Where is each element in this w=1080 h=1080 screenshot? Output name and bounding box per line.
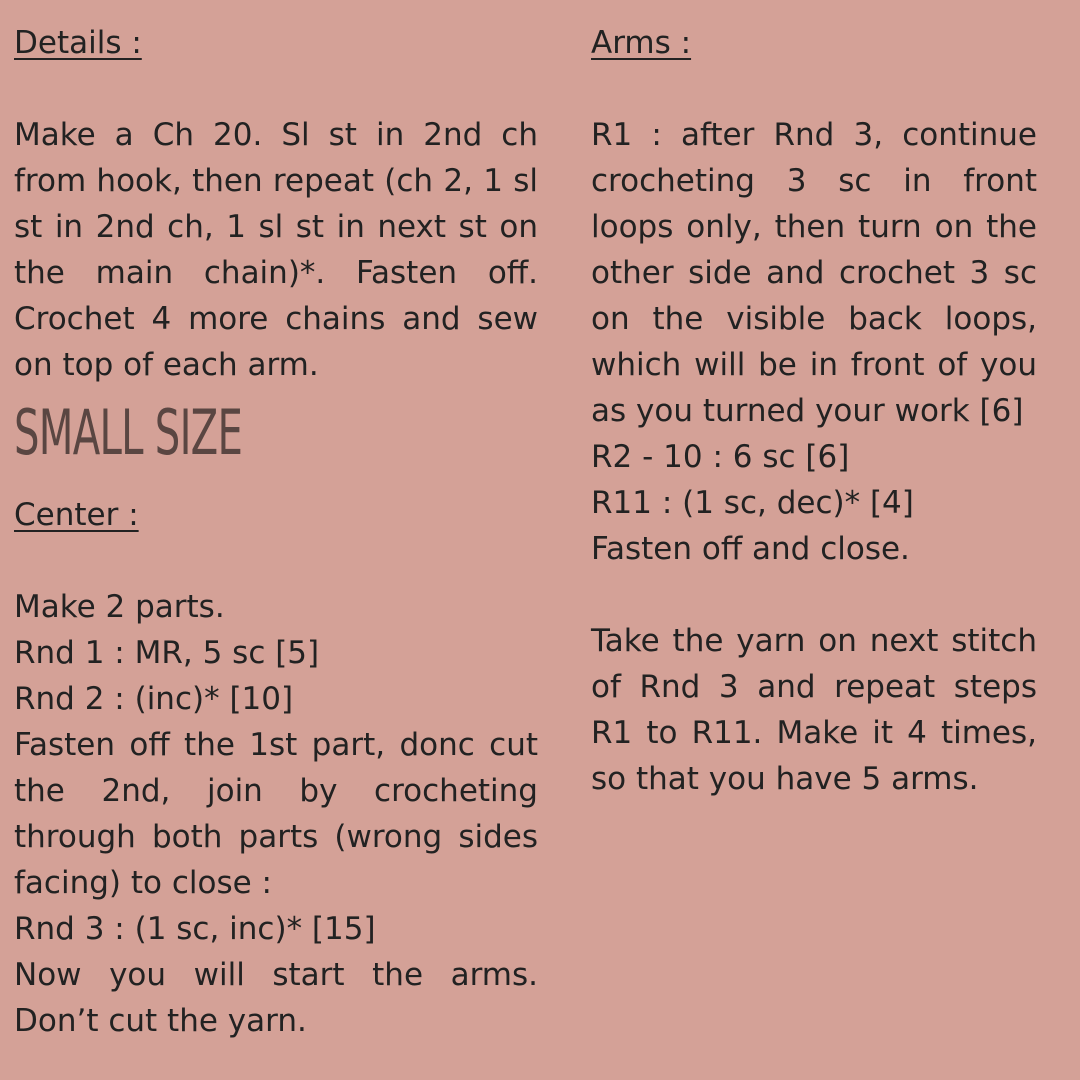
- center-paragraph-2: Now you will start the arms. Don’t cut the yarn.: [14, 957, 538, 1039]
- center-line-1: Make 2 parts.: [14, 589, 225, 625]
- spacer: [591, 572, 1037, 618]
- arms-line-3: Fasten off and close.: [591, 531, 910, 567]
- center-line-4: Rnd 3 : (1 sc, inc)* [15]: [14, 911, 376, 947]
- center-line-3: Rnd 2 : (inc)* [10]: [14, 681, 294, 717]
- left-column: [14, 20, 538, 1044]
- spacer: [591, 66, 1037, 112]
- arms-line-1: R2 - 10 : 6 sc [6]: [591, 439, 850, 475]
- arms-line-2: R11 : (1 sc, dec)* [4]: [591, 485, 914, 521]
- small-size-title: SMALL SIZE: [14, 396, 243, 469]
- center-heading: Center :: [14, 497, 139, 533]
- right-column: [591, 20, 1037, 802]
- details-heading: Details :: [14, 25, 142, 61]
- arms-paragraph-2: Take the yarn on next stitch of Rnd 3 and repeat steps R1 to R11. Make it 4 times, so that you have 5 arms.: [591, 623, 1037, 797]
- arms-paragraph-1: R1 : after Rnd 3, continue crocheting 3 sc in front loops only, then turn on the other side and crochet 3 sc on the visible back loops, which will be in front of you as you turned your work [6]: [591, 117, 1037, 429]
- center-line-2: Rnd 1 : MR, 5 sc [5]: [14, 635, 320, 671]
- spacer: [14, 66, 538, 112]
- arms-heading: Arms :: [591, 25, 692, 61]
- center-paragraph-1: Fasten off the 1st part, donc cut the 2nd, join by crocheting through both parts (wrong sides facing) to close :: [14, 727, 538, 901]
- details-text: Make a Ch 20. Sl st in 2nd ch from hook, then repeat (ch 2, 1 sl st in 2nd ch, 1 sl st in next st on the main chain)*. Fasten off. Crochet 4 more chains and sew on top of each arm.: [14, 117, 538, 383]
- spacer: [14, 538, 538, 584]
